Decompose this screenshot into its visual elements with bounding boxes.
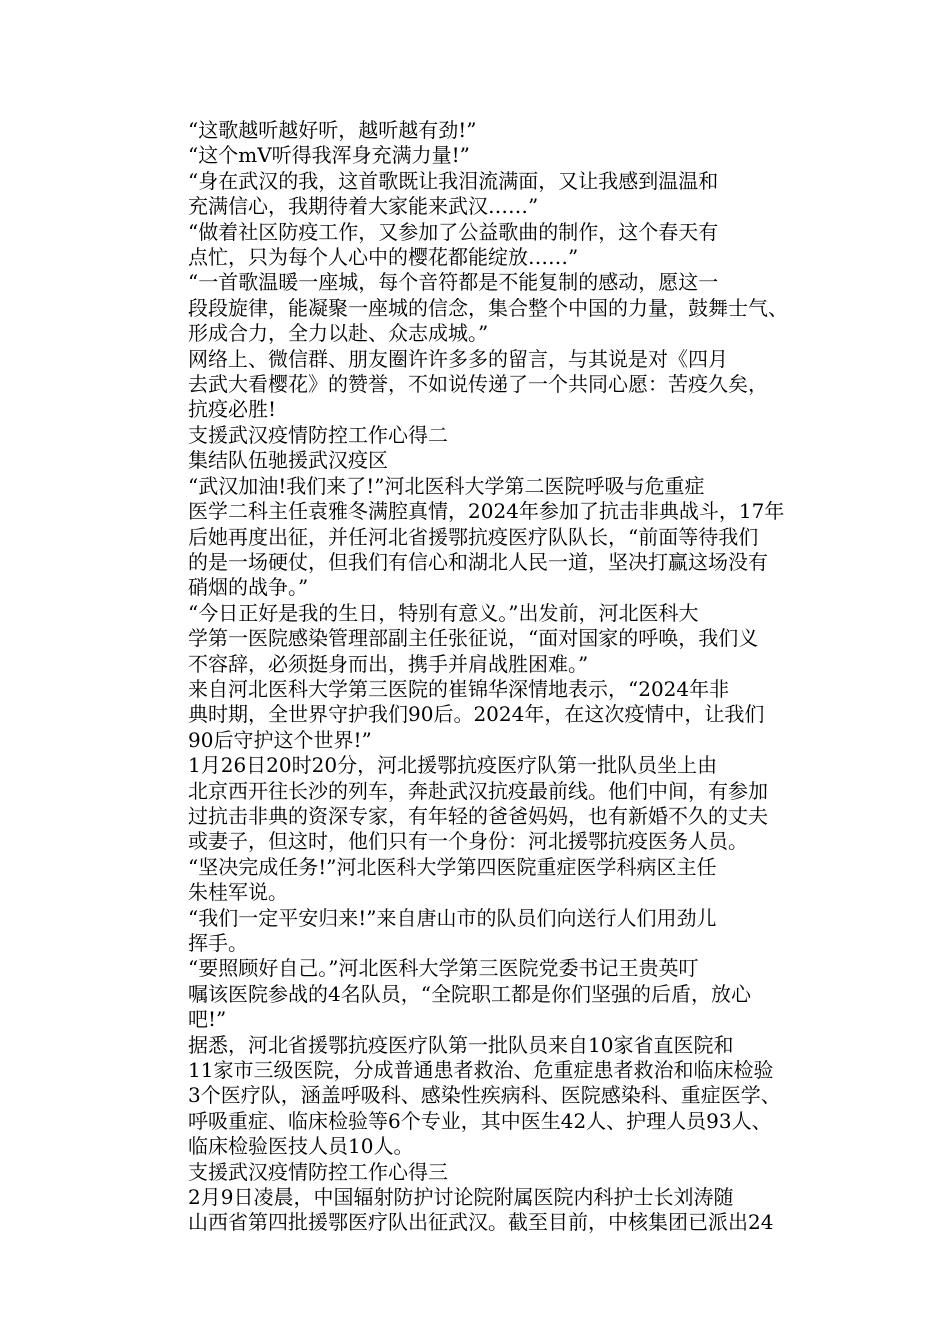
paragraph	[144, 956, 824, 1032]
text-line: “这歌越听越好听，越听越有劲!”	[188, 118, 477, 142]
paragraph	[144, 423, 824, 448]
paragraph	[144, 347, 824, 423]
text-line: 硝烟的战争。”	[188, 575, 309, 600]
paragraph	[144, 1185, 824, 1236]
paragraph	[144, 1160, 824, 1185]
text-line: 学第一医院感染管理部副主任张征说，“面对国家的呼唤，我们义	[188, 626, 759, 651]
text-line: 北京西开往长沙的列车，奔赴武汉抗疫最前线。他们中间，有参加	[188, 778, 768, 803]
text-line: “武汉加油!我们来了!”河北医科大学第二医院呼吸与危重症	[188, 473, 705, 498]
text-line: 90后守护这个世界!”	[188, 727, 372, 752]
paragraph	[144, 474, 824, 601]
text-line: “这个mV听得我浑身充满力量!”	[188, 143, 470, 168]
text-line: 或妻子，但这时，他们只有一个身份：河北援鄂抗疫医务人员。	[188, 829, 748, 854]
paragraph	[144, 601, 824, 677]
text-line: 来自河北医科大学第三医院的崔锦华深情地表示，“2024年非	[188, 676, 730, 701]
text-line: 点忙，只为每个人心中的樱花都能绽放……”	[188, 245, 579, 270]
text-line: 的是一场硬仗，但我们有信心和湖北人民一道，坚决打赢这场没有	[188, 549, 768, 574]
text-line: 1月26日20时20分，河北援鄂抗疫医疗队第一批队员坐上由	[188, 753, 718, 778]
text-line: “要照顾好自己。”河北医科大学第三医院党委书记王贵英叮	[188, 956, 699, 981]
text-line: 集结队伍驰援武汉疫区	[188, 448, 388, 473]
paragraph	[144, 270, 824, 346]
text-line: 支援武汉疫情防控工作心得三	[188, 1159, 448, 1184]
text-line: 山西省第四批援鄂医疗队出征武汉。截至目前，中核集团已派出24	[188, 1210, 774, 1235]
text-line: 充满信心，我期待着大家能来武汉……”	[188, 194, 539, 219]
text-line: “我们一定平安归来!”来自唐山市的队员们向送行人们用劲儿	[188, 905, 717, 930]
text-line: 2月9日凌晨，中国辐射防护讨论院附属医院内科护士长刘涛随	[188, 1185, 734, 1210]
text-line: 临床检验医技人员10人。	[188, 1134, 414, 1159]
text-line: “做着社区防疫工作，又参加了公益歌曲的制作，这个春天有	[188, 219, 719, 244]
text-line: 呼吸重症、临床检验等6个专业，其中医生42人、护理人员93人、	[188, 1108, 772, 1133]
paragraph	[144, 1033, 824, 1160]
text-line: 11家市三级医院，分成普通患者救治、危重症患者救治和临床检验	[188, 1058, 774, 1083]
text-line: “坚决完成任务!”河北医科大学第四医院重症医学科病区主任	[188, 854, 717, 879]
text-line: 段段旋律，能凝聚一座城的信念，集合整个中国的力量，鼓舞士气、	[188, 295, 788, 320]
paragraph	[144, 677, 824, 753]
paragraph	[144, 906, 824, 957]
paragraph	[144, 143, 824, 168]
text-line: 3个医疗队，涵盖呼吸科、感染性疾病科、医院感染科、重症医学、	[188, 1083, 781, 1108]
text-line: 网络上、微信群、朋友圈许许多多的留言，与其说是对《四月	[188, 346, 728, 371]
text-line: 过抗击非典的资深专家，有年轻的爸爸妈妈，也有新婚不久的丈夫	[188, 803, 768, 828]
text-line: 去武大看樱花》的赞誉，不如说传递了一个共同心愿：苦疫久矣，	[188, 372, 768, 397]
text-line: 朱桂军说。	[188, 880, 288, 905]
text-line: 医学二科主任袁雅冬满腔真情，2024年参加了抗击非典战斗，17年	[188, 499, 785, 524]
paragraph	[144, 118, 824, 143]
text-line: 嘱该医院参战的4名队员，“全院职工都是你们坚强的后盾，放心	[188, 981, 751, 1006]
paragraph	[144, 169, 824, 220]
text-line: 挥手。	[188, 931, 248, 955]
text-line: 吧!”	[188, 1007, 227, 1032]
paragraph	[144, 753, 824, 855]
text-line: 后她再度出征，并任河北省援鄂抗疫医疗队队长，“前面等待我们	[188, 524, 759, 549]
text-line: 不容辞，必须挺身而出，携手并肩战胜困难。”	[188, 651, 589, 676]
text-line: 支援武汉疫情防控工作心得二	[188, 422, 448, 447]
text-line: “今日正好是我的生日，特别有意义。”出发前，河北医科大	[188, 600, 699, 625]
paragraph	[144, 220, 824, 271]
text-line: “身在武汉的我，这首歌既让我泪流满面，又让我感到温温和	[188, 168, 719, 193]
text-line: 据悉，河北省援鄂抗疫医疗队第一批队员来自10家省直医院和	[188, 1032, 734, 1057]
text-line: 抗疫必胜!	[188, 397, 277, 422]
text-line: 形成合力，全力以赴、众志成城。”	[188, 321, 489, 346]
paragraph	[144, 448, 824, 473]
text-line: “一首歌温暖一座城，每个音符都是不能复制的感动，愿这一	[188, 270, 719, 295]
paragraph	[144, 855, 824, 906]
text-line: 典时期，全世界守护我们90后。2024年，在这次疫情中，让我们	[188, 702, 765, 727]
document-body	[144, 118, 824, 1236]
